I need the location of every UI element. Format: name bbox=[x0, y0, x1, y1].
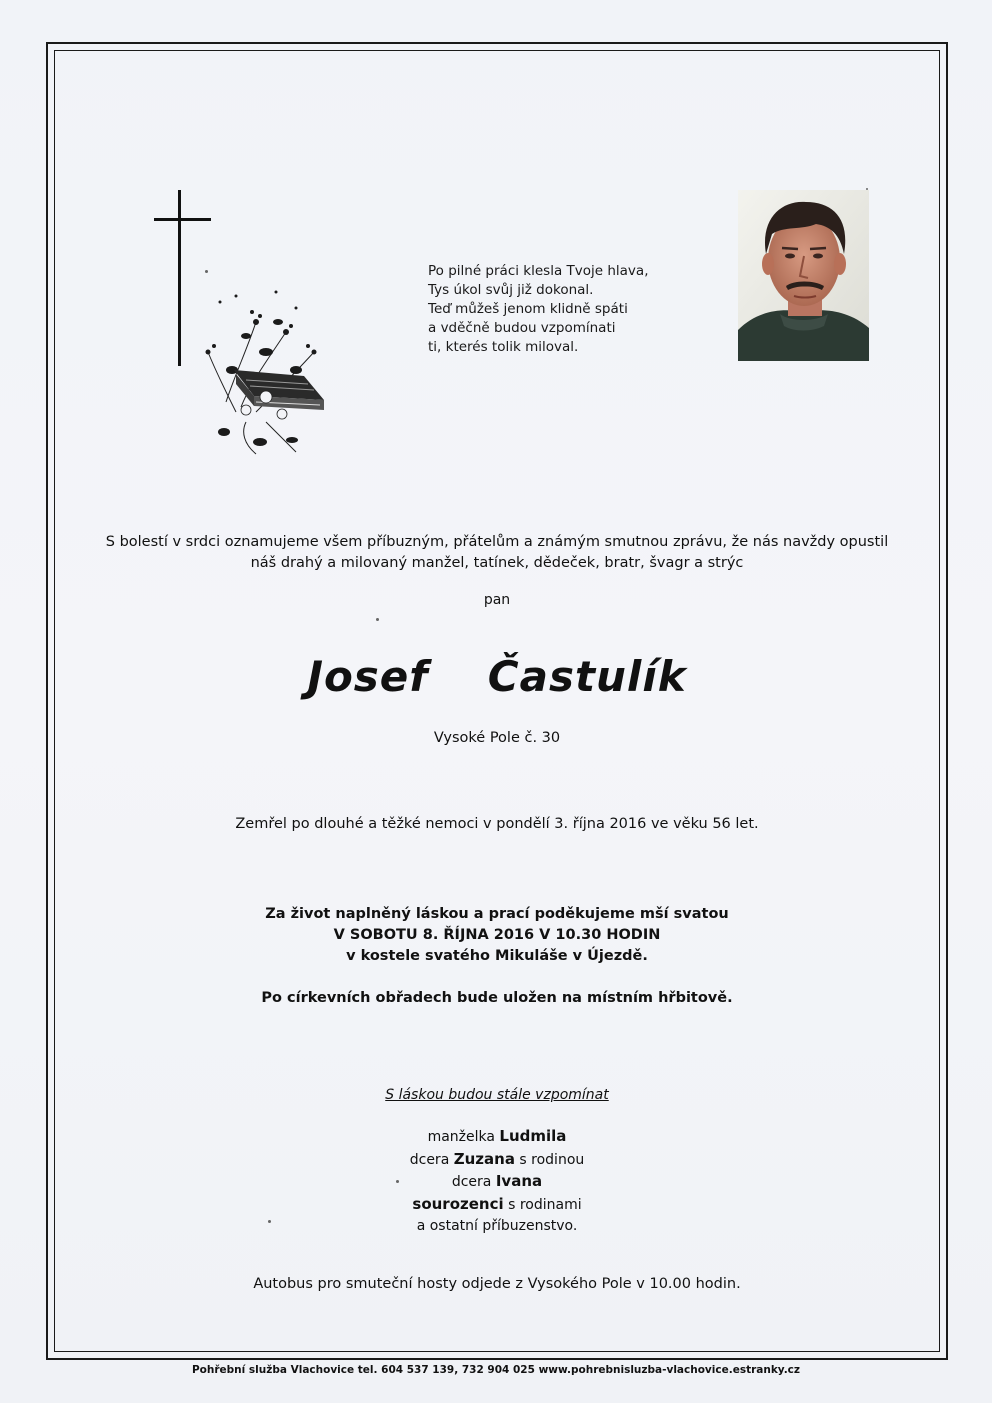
memorial-poem bbox=[428, 262, 708, 357]
scan-speck bbox=[376, 618, 379, 621]
mourner-name: Ludmila bbox=[499, 1127, 567, 1145]
honorific: pan bbox=[483, 592, 511, 608]
poem-line: ti, kterés tolik miloval. bbox=[428, 339, 579, 355]
mourner-suffix: s rodinou bbox=[519, 1151, 585, 1168]
mourners-heading: S láskou budou stále vzpomínat bbox=[385, 1087, 609, 1103]
intro-line: S bolestí v srdci oznamujeme všem příbuzným, přátelům a známým smutnou zprávu, že nás navždy opustil bbox=[105, 534, 889, 550]
poem-line: Po pilné práci klesla Tvoje hlava, bbox=[428, 263, 649, 279]
mourner-relation: a ostatní příbuzenstvo. bbox=[416, 1218, 578, 1234]
poem-line: Tys úkol svůj již dokonal. bbox=[428, 282, 594, 298]
intro-line: náš drahý a milovaný manžel, tatínek, dědeček, bratr, švagr a strýc bbox=[250, 555, 744, 571]
mourner-relation: dcera bbox=[409, 1151, 450, 1168]
scan-speck bbox=[205, 270, 208, 273]
death-notice: Zemřel po dlouhé a těžké nemoci v pondělí 3. října 2016 ve věku 56 let. bbox=[235, 816, 759, 832]
mourner-name: Ivana bbox=[495, 1172, 543, 1190]
funeral-date: V SOBOTU 8. ŘÍJNA 2016 V 10.30 HODIN bbox=[333, 927, 661, 943]
mourner-entry bbox=[54, 1216, 940, 1238]
mourner-entry bbox=[54, 1149, 940, 1172]
flowers-book-illustration bbox=[196, 282, 336, 458]
burial-notice: Po církevních obřadech bude uložen na místním hřbitově. bbox=[261, 990, 733, 1006]
mourners-list bbox=[54, 1126, 940, 1238]
scan-speck bbox=[866, 188, 868, 190]
deceased-address: Vysoké Pole č. 30 bbox=[433, 730, 561, 746]
mourner-relation: manželka bbox=[427, 1129, 495, 1145]
funeral-details bbox=[54, 904, 940, 967]
scan-speck bbox=[396, 1180, 399, 1183]
poem-line: a vděčně budou vzpomínati bbox=[428, 320, 616, 336]
mourner-entry bbox=[54, 1171, 940, 1194]
scan-speck bbox=[268, 1220, 271, 1223]
mourner-relation: dcera bbox=[451, 1174, 492, 1190]
announcement-intro bbox=[54, 532, 940, 574]
portrait-photo bbox=[738, 190, 869, 361]
funeral-place: v kostele svatého Mikuláše v Újezdě. bbox=[346, 948, 648, 964]
mourner-entry bbox=[54, 1126, 940, 1149]
mourner-entry bbox=[54, 1194, 940, 1217]
mourner-name: sourozenci bbox=[412, 1194, 504, 1213]
mourner-suffix: s rodinami bbox=[508, 1196, 582, 1213]
funeral-service-footer: Pohřební služba Vlachovice tel. 604 537 139, 732 904 025 www.pohrebnisluzba-vlachovice.estranky.cz bbox=[191, 1364, 801, 1376]
funeral-line: Za život naplněný láskou a prací poděkujeme mší svatou bbox=[265, 906, 729, 922]
mourner-name: Zuzana bbox=[453, 1149, 515, 1168]
deceased-name: Josef Častulík bbox=[307, 652, 687, 701]
bus-notice: Autobus pro smuteční hosty odjede z Vysokého Pole v 10.00 hodin. bbox=[253, 1276, 741, 1292]
poem-line: Teď můžeš jenom klidně spáti bbox=[428, 301, 628, 317]
